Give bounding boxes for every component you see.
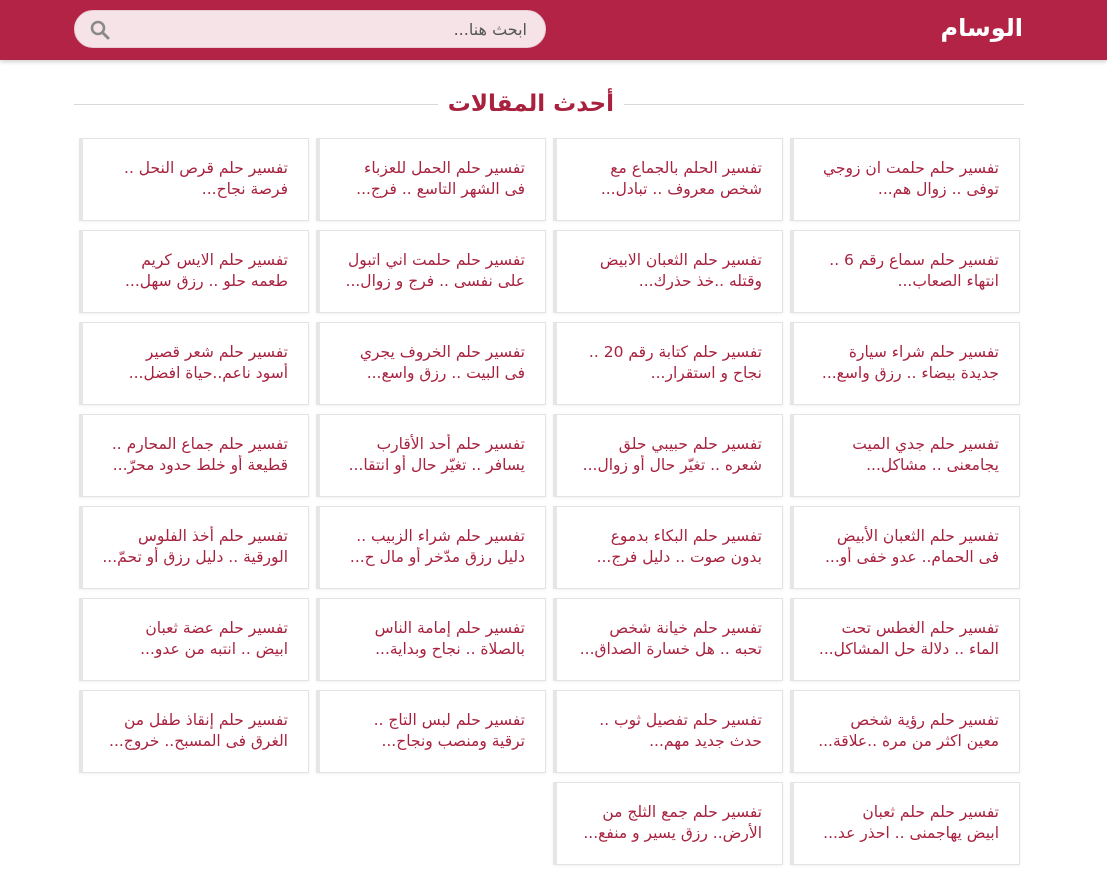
article-card[interactable] <box>553 598 783 681</box>
article-title <box>574 342 762 384</box>
article-title-line2: ترقية ومنصب ونجاح... <box>381 732 525 750</box>
article-title-line2: فرصة نجاح... <box>201 180 288 198</box>
article-title-line2: بدون صوت .. دليل فرج... <box>596 548 762 566</box>
article-card[interactable] <box>553 138 783 221</box>
article-card[interactable] <box>790 414 1020 497</box>
article-title-line2: نجاح و استقرار... <box>650 364 762 382</box>
article-title-line1: تفسير حلم أحد الأقارب <box>376 435 525 453</box>
article-card[interactable] <box>316 322 546 405</box>
article-card[interactable] <box>790 138 1020 221</box>
article-title <box>100 434 288 476</box>
article-title-line1: تفسير حلم الايس كريم <box>141 251 288 269</box>
article-card[interactable] <box>79 230 309 313</box>
article-title-line1: تفسير حلم لبس التاج .. <box>373 711 525 729</box>
article-title-line2: فى الشهر التاسع .. فرج... <box>356 180 525 198</box>
article-title <box>574 434 762 476</box>
article-card[interactable] <box>553 782 783 865</box>
article-title-line2: ابيض يهاجمنى .. احذر عد... <box>823 824 999 842</box>
article-title-line2: معين اكثر من مره ..علاقة... <box>818 732 999 750</box>
article-title <box>337 618 525 660</box>
article-card[interactable] <box>79 414 309 497</box>
article-title-line2: شخص معروف .. تبادل... <box>600 180 762 198</box>
article-title <box>574 802 762 844</box>
search-input[interactable] <box>147 11 527 47</box>
article-title <box>574 710 762 752</box>
latest-articles-heading <box>74 86 1024 122</box>
article-title-line1: تفسير حلم الخروف يجري <box>359 343 525 361</box>
article-title-line2: الماء .. دلالة حل المشاكل... <box>818 640 999 658</box>
article-title <box>337 526 525 568</box>
article-title <box>574 158 762 200</box>
article-title-line1: تفسير حلم حلمت اني اتبول <box>348 251 525 269</box>
article-title-line1: تفسير حلم خيانة شخص <box>609 619 762 637</box>
article-title <box>337 710 525 752</box>
article-card[interactable] <box>790 598 1020 681</box>
article-card[interactable] <box>79 598 309 681</box>
article-card[interactable] <box>316 138 546 221</box>
article-title <box>100 158 288 200</box>
article-title <box>100 250 288 292</box>
article-title-line2: توفى .. زوال هم... <box>877 180 999 198</box>
article-card[interactable] <box>553 230 783 313</box>
article-title <box>100 710 288 752</box>
article-title-line2: قطيعة أو خلط حدود محرّ... <box>112 456 288 474</box>
article-title <box>811 802 999 844</box>
article-title-line2: يجامعنى .. مشاكل... <box>866 456 999 474</box>
article-card[interactable] <box>553 506 783 589</box>
article-title-line1: تفسير حلم الثعبان الأبيض <box>836 527 999 545</box>
article-title <box>100 526 288 568</box>
article-title <box>574 618 762 660</box>
articles-grid <box>78 138 1020 865</box>
article-title-line1: تفسير حلم أخذ الفلوس <box>138 527 288 545</box>
article-title-line1: تفسير حلم إنقاذ طفل من <box>123 711 288 729</box>
article-title-line1: تفسير حلم رؤية شخص <box>850 711 999 729</box>
article-title-line1: تفسير حلم جماع المحارم .. <box>111 435 288 453</box>
article-title <box>337 342 525 384</box>
article-card[interactable] <box>790 322 1020 405</box>
article-title <box>337 434 525 476</box>
article-title <box>811 618 999 660</box>
article-title-line2: الغرق فى المسبح.. خروج... <box>109 732 288 750</box>
article-title-line1: تفسير حلم سماع رقم 6 .. <box>829 251 999 269</box>
article-title-line1: تفسير حلم البكاء بدموع <box>610 527 762 545</box>
site-header <box>0 0 1107 60</box>
article-card[interactable] <box>790 690 1020 773</box>
article-card[interactable] <box>553 414 783 497</box>
article-title-line2: انتهاء الصعاب... <box>897 272 999 290</box>
article-title-line2: ابيض .. انتبه من عدو... <box>140 640 288 658</box>
article-card[interactable] <box>790 782 1020 865</box>
site-logo[interactable]: الوسام <box>940 14 1023 42</box>
article-title-line2: على نفسى .. فرج و زوال... <box>345 272 525 290</box>
article-title <box>337 250 525 292</box>
article-title <box>811 526 999 568</box>
article-card[interactable] <box>316 506 546 589</box>
article-title-line2: دليل رزق مدّخر أو مال ح... <box>349 548 525 566</box>
article-title-line2: أسود ناعم..حياة افضل... <box>128 364 288 382</box>
article-card[interactable] <box>316 690 546 773</box>
article-card[interactable] <box>79 506 309 589</box>
article-title-line1: تفسير حلم تفصيل ثوب .. <box>599 711 762 729</box>
article-title-line1: تفسير حلم الحمل للعزباء <box>364 159 525 177</box>
article-title-line1: تفسير حلم حبيبي حلق <box>618 435 762 453</box>
article-title-line1: تفسير حلم إمامة الناس <box>374 619 525 637</box>
article-title-line2: الورقية .. دليل رزق أو تحمّ... <box>102 548 288 566</box>
article-title <box>811 342 999 384</box>
article-card[interactable] <box>316 598 546 681</box>
article-title-line2: جديدة بيضاء .. رزق واسع... <box>821 364 999 382</box>
article-title <box>811 158 999 200</box>
article-title-line2: حدث جديد مهم... <box>649 732 762 750</box>
article-title <box>811 710 999 752</box>
article-title-line1: تفسير حلم الغطس تحت <box>841 619 999 637</box>
article-title-line2: يسافر .. تغيّر حال أو انتقا... <box>348 456 525 474</box>
article-card[interactable] <box>316 414 546 497</box>
article-card[interactable] <box>553 690 783 773</box>
article-title-line1: تفسير حلم شعر قصير <box>145 343 288 361</box>
article-title-line1: تفسير حلم جدي الميت <box>852 435 999 453</box>
article-title-line1: تفسير حلم قرص النحل .. <box>124 159 288 177</box>
article-title-line1: تفسير حلم حلمت ان زوجي <box>822 159 999 177</box>
article-card[interactable] <box>790 230 1020 313</box>
article-title <box>337 158 525 200</box>
article-title-line1: تفسير حلم جمع الثلج من <box>602 803 762 821</box>
article-title-line2: شعره .. تغيّر حال أو زوال... <box>582 456 762 474</box>
article-title-line1: تفسير حلم شراء الزبيب .. <box>356 527 525 545</box>
article-title <box>574 250 762 292</box>
article-title <box>100 618 288 660</box>
article-card[interactable] <box>79 690 309 773</box>
article-card[interactable] <box>790 506 1020 589</box>
article-title-line2: فى البيت .. رزق واسع... <box>366 364 525 382</box>
article-title-line2: وقتله ..خذ حذرك... <box>638 272 762 290</box>
section-title: أحدث المقالات <box>438 86 624 122</box>
article-title-line1: تفسير حلم الثعبان الابيض <box>599 251 762 269</box>
article-card[interactable] <box>553 322 783 405</box>
article-title-line2: طعمه حلو .. رزق سهل... <box>124 272 288 290</box>
article-title-line2: فى الحمام.. عدو خفى أو... <box>825 548 999 566</box>
article-title-line1: تفسير حلم شراء سيارة <box>848 343 999 361</box>
search-bar <box>74 10 546 48</box>
article-title-line1: تفسير حلم كتابة رقم 20 .. <box>588 343 762 361</box>
article-title-line1: تفسير الحلم بالجماع مع <box>610 159 762 177</box>
article-title-line2: الأرض.. رزق يسير و منفع... <box>583 824 762 842</box>
article-title-line1: تفسير حلم حلم ثعبان <box>862 803 999 821</box>
article-title <box>811 434 999 476</box>
article-card[interactable] <box>79 322 309 405</box>
article-title <box>574 526 762 568</box>
article-card[interactable] <box>79 138 309 221</box>
article-title-line2: بالصلاة .. نجاح وبداية... <box>375 640 525 658</box>
article-title-line1: تفسير حلم عضة ثعبان <box>145 619 288 637</box>
article-title-line2: تحبه .. هل خسارة الصداق... <box>579 640 762 658</box>
search-icon[interactable] <box>89 19 111 41</box>
article-title <box>811 250 999 292</box>
article-card[interactable] <box>316 230 546 313</box>
article-title <box>100 342 288 384</box>
